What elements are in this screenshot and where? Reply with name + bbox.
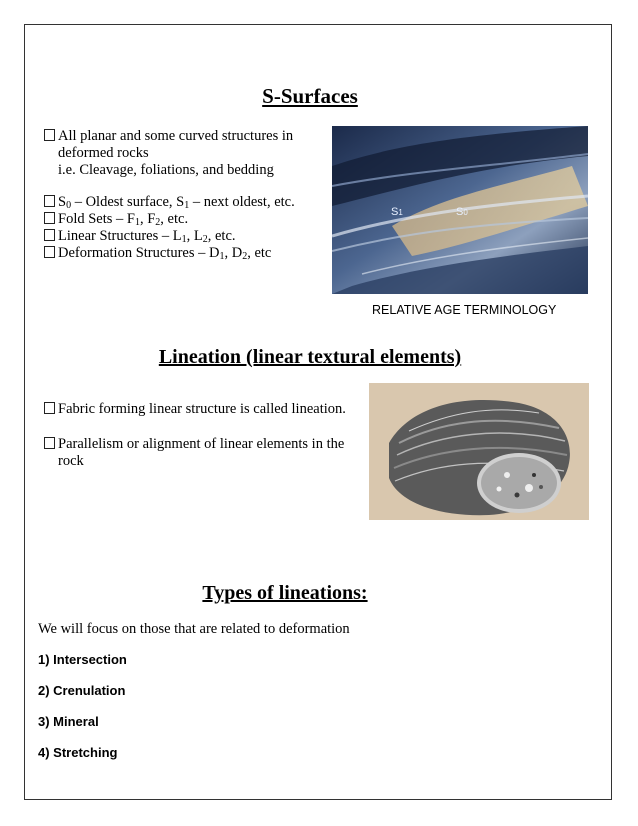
checkbox-icon bbox=[44, 195, 55, 207]
bullet-deformation-structures: Deformation Structures – $D_1$, $D_2$, etc bbox=[44, 245, 334, 265]
bullet-all-planar: All planar and some curved structures in deformed rocks i.e. Cleavage, foliations, and bedding bbox=[44, 128, 334, 179]
checkbox-icon bbox=[44, 437, 55, 449]
s0-label: S0 bbox=[456, 206, 468, 218]
bullet-s0: $S_0$ – Oldest surface, $S_1$ – next oldest, etc. bbox=[44, 194, 334, 214]
list-item-intersection: 1) Intersection bbox=[38, 652, 127, 667]
list-item-crenulation: 2) Crenulation bbox=[38, 683, 126, 698]
checkbox-icon bbox=[44, 212, 55, 224]
types-of-lineations-heading: Types of lineations: bbox=[202, 582, 368, 604]
bullet-linear-structures: Linear Structures – $L_1$, $L_2$, etc. bbox=[44, 228, 334, 248]
s1-label: S1 bbox=[391, 206, 403, 218]
list-item-mineral: 3) Mineral bbox=[38, 714, 99, 729]
checkbox-icon bbox=[44, 229, 55, 241]
lineated-rock-image bbox=[369, 383, 589, 520]
checkbox-icon bbox=[44, 402, 55, 414]
intro-text: We will focus on those that are related to deformation bbox=[38, 621, 350, 637]
checkbox-icon bbox=[44, 246, 55, 258]
checkbox-icon bbox=[44, 129, 55, 141]
s-surfaces-heading: S-Surfaces bbox=[262, 84, 358, 108]
list-item-stretching: 4) Stretching bbox=[38, 745, 118, 760]
lineated-rock-photo bbox=[369, 383, 589, 520]
bullet-parallelism: Parallelism or alignment of linear elements in the rock bbox=[44, 436, 364, 470]
folded-rock-photo bbox=[332, 126, 588, 294]
bullet-fold-sets: Fold Sets – $F_1$, $F_2$, etc. bbox=[44, 211, 334, 231]
relative-age-caption: RELATIVE AGE TERMINOLOGY bbox=[372, 303, 557, 317]
bullet-fabric: Fabric forming linear structure is called lineation. bbox=[44, 401, 364, 418]
lineation-heading: Lineation (linear textural elements) bbox=[158, 346, 462, 368]
